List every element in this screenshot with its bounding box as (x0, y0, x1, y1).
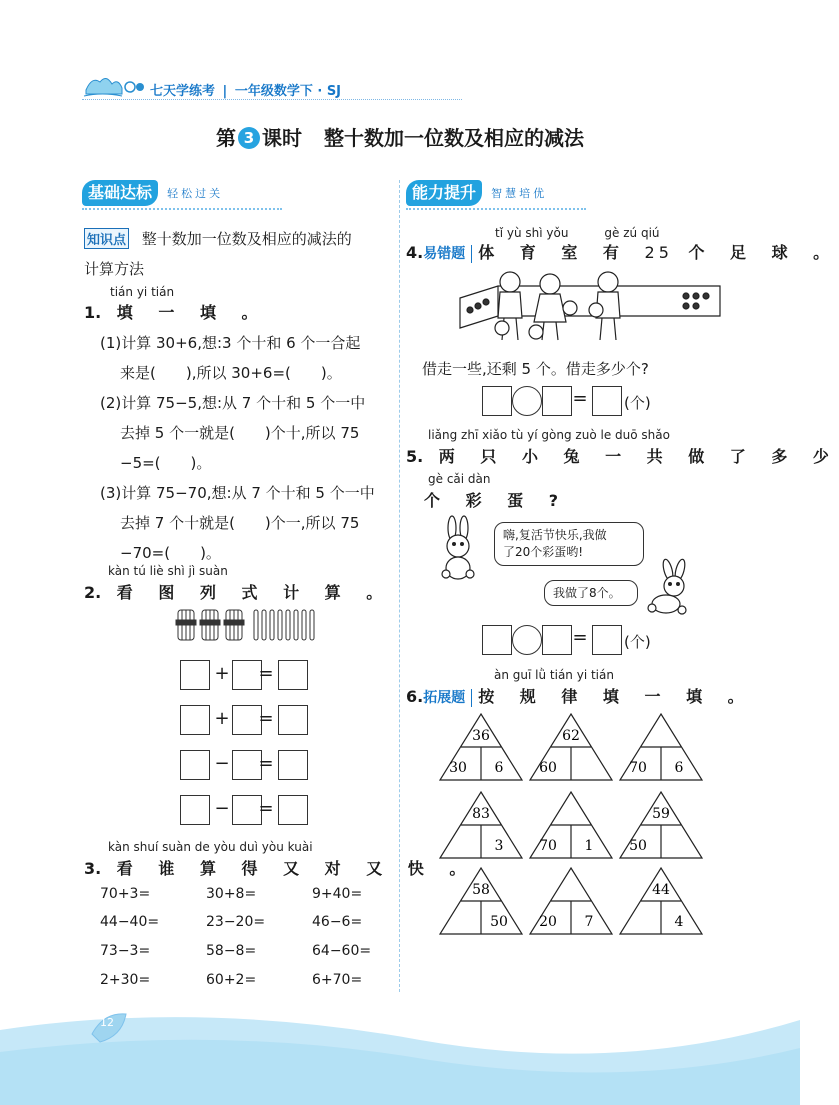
answer-box[interactable] (278, 795, 308, 825)
footer-wave (0, 990, 800, 1105)
number-triangle (618, 790, 704, 860)
q1-part3-line1: (3)计算 75−70,想:从 7 个十和 5 个一中 (100, 484, 375, 502)
number-triangle (438, 866, 524, 936)
q1-part2-line3: −5=( )。 (120, 454, 212, 472)
title-suffix: 课时 (262, 126, 302, 150)
calc-item: 58−8= (206, 943, 257, 959)
bubble-line2: 了20个彩蛋哟! (503, 545, 584, 559)
answer-box[interactable] (180, 660, 210, 690)
calc-item: 64−60= (312, 943, 372, 959)
q1-pinyin: tián yi tián (110, 285, 175, 299)
triangle-top-value: 36 (472, 728, 490, 744)
q2-heading (84, 580, 392, 603)
speech-bubble-right: 我做了8个。 (544, 580, 638, 606)
q1-number: 1. (84, 303, 102, 322)
triangle-left-value: 70 (629, 760, 647, 776)
title-prefix: 第 (216, 126, 236, 150)
q1-text: 填 一 填 。 (116, 303, 268, 322)
plus-sign: + (214, 708, 230, 729)
q5-number: 5. (406, 447, 424, 466)
number-triangle (528, 712, 614, 782)
q1-part2-line2: 去掉 5 个一就是( )个十,所以 75 (120, 424, 360, 442)
answer-box[interactable] (592, 625, 622, 655)
q6-pinyin: àn guī lǜ tián yi tián (494, 668, 614, 682)
calc-item: 23−20= (206, 914, 266, 930)
triangle-top-value: 58 (472, 882, 490, 898)
rabbit-right-icon (644, 560, 696, 616)
section-badge: 能力提升 (406, 180, 482, 206)
plus-sign: + (214, 663, 230, 684)
calc-item: 70+3= (100, 886, 151, 902)
q6-number: 6. (406, 687, 424, 706)
lesson-title (0, 122, 800, 151)
speech-bubble-left (494, 522, 644, 566)
knowledge-line1: 整十数加一位数及相应的减法的 (141, 230, 352, 248)
answer-box[interactable] (180, 795, 210, 825)
answer-box[interactable] (180, 705, 210, 735)
knowledge-tag: 知识点 (84, 228, 129, 249)
q5-text-line1: 两 只 小 兔 一 共 做 了 多 少 (438, 447, 839, 466)
number-triangle (438, 712, 524, 782)
q2-number: 2. (84, 583, 102, 602)
q3-number: 3. (84, 859, 102, 878)
equals-sign: = (258, 663, 274, 684)
header-brand: 七天学练考 (150, 84, 216, 99)
calc-item: 6+70= (312, 972, 363, 988)
unit-label: (个) (624, 633, 651, 651)
triangle-left-value: 30 (449, 760, 467, 776)
equals-sign: = (258, 708, 274, 729)
q4-pinyin: tǐ yù shì yǒu gè zú qiú (495, 226, 660, 240)
q2-pinyin: kàn tú liè shì jì suàn (108, 564, 228, 578)
triangle-top-value: 83 (472, 806, 490, 822)
answer-box[interactable] (482, 386, 512, 416)
calc-item: 46−6= (312, 914, 363, 930)
answer-box[interactable] (278, 705, 308, 735)
triangle-left-value: 20 (539, 914, 557, 930)
calc-item: 60+2= (206, 972, 257, 988)
equals-sign: = (258, 753, 274, 774)
answer-box[interactable] (542, 625, 572, 655)
q4-text2: 个 足 球 。 (672, 243, 839, 262)
q4-tag: 易错题 (423, 246, 466, 262)
answer-box[interactable] (482, 625, 512, 655)
section-subtitle: 轻松过关 (167, 187, 224, 200)
q1-part2-line1: (2)计算 75−5,想:从 7 个十和 5 个一中 (100, 394, 366, 412)
q3-heading (84, 856, 475, 879)
section-subtitle: 智慧培优 (491, 187, 548, 200)
unit-label: (个) (624, 394, 651, 412)
equals-sign: = (258, 798, 274, 819)
minus-sign: − (214, 798, 230, 819)
triangle-top-value: 62 (562, 728, 580, 744)
triangle-right-value: 6 (494, 760, 504, 776)
number-triangle (618, 712, 704, 782)
operator-circle[interactable] (512, 625, 542, 655)
header-logo-icon (82, 72, 146, 98)
kids-with-balls-illustration (458, 268, 724, 344)
q4-count: 25 (644, 243, 673, 262)
equals-sign: = (572, 388, 588, 409)
answer-box[interactable] (542, 386, 572, 416)
number-triangle (438, 790, 524, 860)
header-divider (82, 99, 462, 100)
section-header-basic (82, 180, 223, 208)
q4-text: 体 育 室 有 (478, 243, 645, 262)
triangle-top-value: 44 (652, 882, 670, 898)
rabbit-left-icon (436, 516, 482, 582)
q2-text: 看 图 列 式 计 算 。 (116, 583, 393, 602)
q4-question: 借走一些,还剩 5 个。借走多少个? (422, 360, 649, 378)
q5-heading (406, 444, 839, 467)
number-triangle (528, 790, 614, 860)
triangle-right-value: 7 (584, 914, 594, 930)
q5-pinyin-line1: liǎng zhī xiǎo tù yí gòng zuò le duō shǎo (428, 428, 670, 442)
calc-item: 44−40= (100, 914, 160, 930)
header-subject: 一年级数学下 · SJ (234, 84, 342, 99)
q1-heading (84, 300, 268, 323)
operator-circle[interactable] (512, 386, 542, 416)
triangle-left-value: 70 (539, 838, 557, 854)
q6-heading (406, 684, 754, 707)
calc-item: 30+8= (206, 886, 257, 902)
triangle-left-value: 50 (629, 838, 647, 854)
number-triangle (618, 866, 704, 936)
q3-text: 看 谁 算 得 又 对 又 快 。 (116, 859, 476, 878)
section-header-advanced (406, 180, 547, 208)
equals-sign: = (572, 627, 588, 648)
sticks-bundles-illustration (176, 606, 326, 642)
triangle-right-value: 4 (674, 914, 684, 930)
calc-item: 9+40= (312, 886, 363, 902)
calc-item: 73−3= (100, 943, 151, 959)
section-badge: 基础达标 (82, 180, 158, 206)
triangle-right-value: 3 (494, 838, 504, 854)
triangle-top-value: 59 (652, 806, 670, 822)
answer-box[interactable] (278, 660, 308, 690)
q6-text: 按 规 律 填 一 填 。 (478, 687, 754, 706)
q3-pinyin: kàn shuí suàn de yòu duì yòu kuài (108, 840, 313, 854)
number-triangle (528, 866, 614, 936)
answer-box[interactable] (180, 750, 210, 780)
triangle-right-value: 1 (584, 838, 594, 854)
triangle-left-value: 60 (539, 760, 557, 776)
calc-item: 2+30= (100, 972, 151, 988)
triangle-right-value: 6 (674, 760, 684, 776)
page-number: 12 (100, 1016, 114, 1029)
answer-box[interactable] (278, 750, 308, 780)
title-topic: 整十数加一位数及相应的减法 (324, 126, 584, 150)
header-text: 七天学练考 | 一年级数学下 · SJ (150, 84, 342, 99)
triangle-right-value: 50 (490, 914, 508, 930)
answer-box[interactable] (592, 386, 622, 416)
knowledge-point (84, 228, 352, 249)
lesson-number-badge: 3 (238, 127, 260, 149)
q1-part1-line1: (1)计算 30+6,想:3 个十和 6 个一合起 (100, 334, 361, 352)
minus-sign: − (214, 753, 230, 774)
q1-part3-line3: −70=( )。 (120, 544, 221, 562)
q4-heading (406, 240, 839, 263)
q5-pinyin-line2: gè cǎi dàn (428, 472, 491, 486)
q4-number: 4. (406, 243, 424, 262)
knowledge-line2: 计算方法 (84, 260, 145, 278)
q1-part3-line2: 去掉 7 个十就是( )个一,所以 75 (120, 514, 360, 532)
q1-part1-line2: 来是( ),所以 30+6=( )。 (120, 364, 342, 382)
bubble-line1: 嗨,复活节快乐,我做 (503, 528, 607, 542)
q6-tag: 拓展题 (423, 690, 466, 706)
q5-text-line2: 个 彩 蛋 ? (424, 491, 568, 510)
